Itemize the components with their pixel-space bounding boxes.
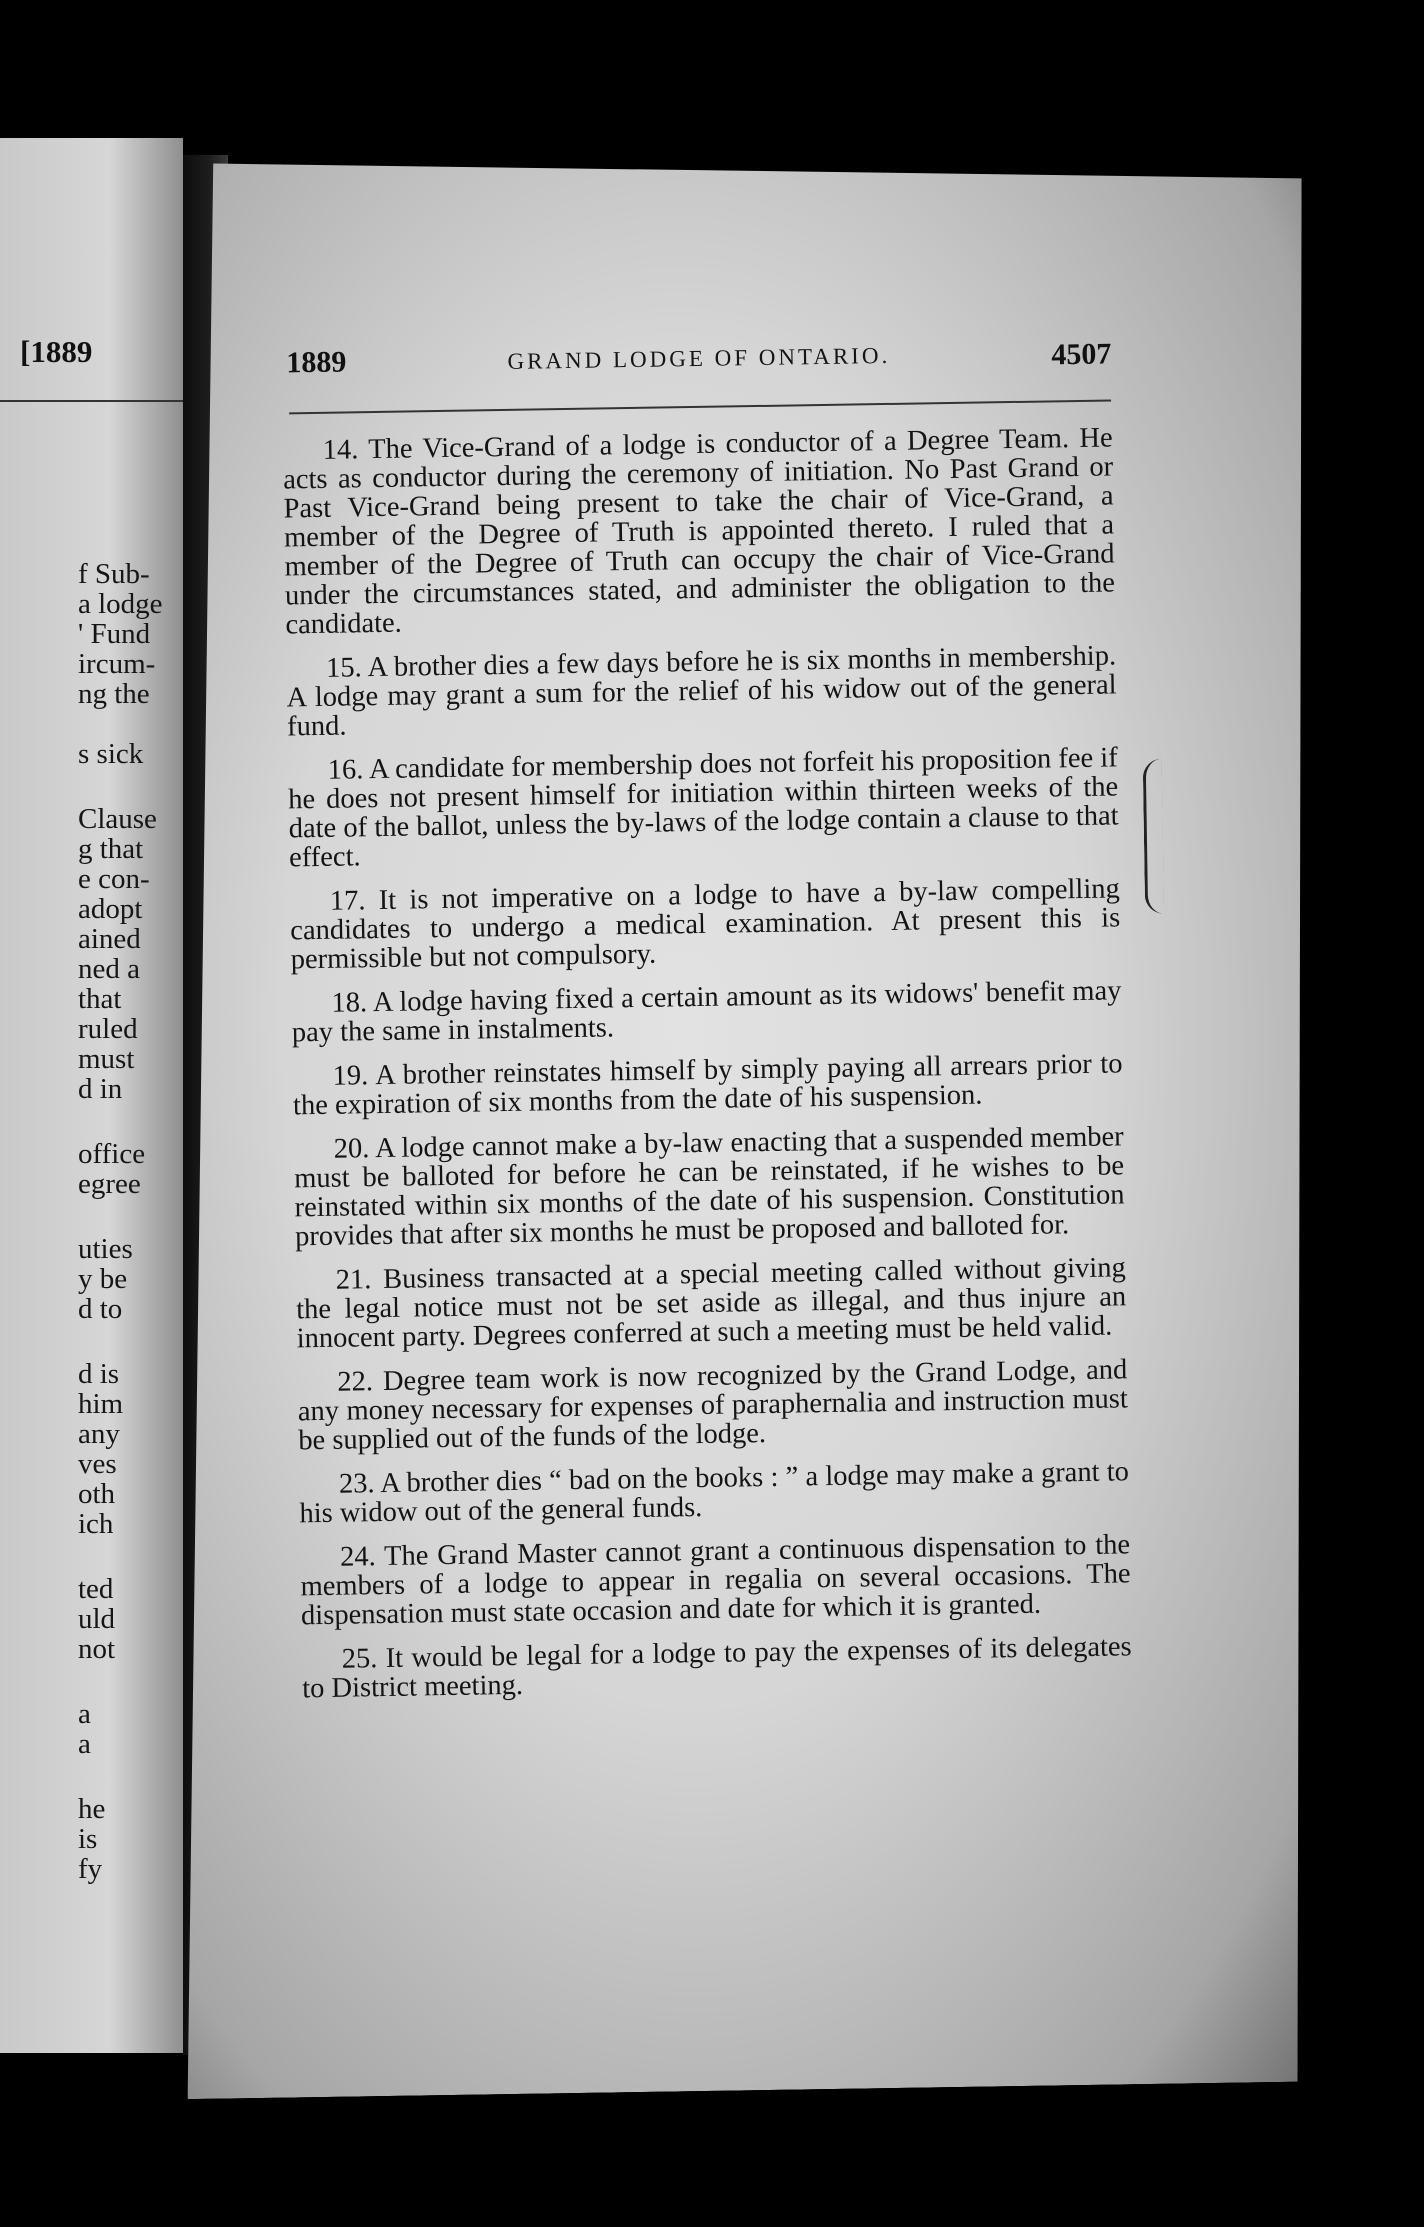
previous-page-line: oth xyxy=(78,1478,116,1510)
previous-page-line: e con- xyxy=(78,863,150,895)
previous-page-line: ng the xyxy=(78,678,150,710)
body-text xyxy=(283,423,1133,1718)
ruling-19: 19. A brother reinstates himself by simply paying all arrears prior to the expiration of six months from the date of his suspension. xyxy=(292,1048,1123,1122)
previous-page-line: uties xyxy=(78,1233,133,1265)
previous-page-line: d is xyxy=(78,1358,120,1390)
previous-page-line: not xyxy=(78,1633,116,1665)
previous-page-line: must xyxy=(78,1043,135,1075)
ruling-16: 16. A candidate for membership does not forfeit his proposition fee if he does not present himself for initiation within thirteen weeks of the date of the ballot, unless the by-laws of the lodge contain a clause to that effect. xyxy=(287,742,1119,874)
previous-page-line: a xyxy=(78,1728,91,1760)
previous-page-line: ained xyxy=(78,923,141,955)
previous-page-line: g that xyxy=(78,833,144,865)
previous-page-line: any xyxy=(78,1418,120,1450)
ruling-20: 20. A lodge cannot make a by-law enacting that a suspended member must be balloted for before he can be reinstated, if he wishes to be reinstated within six months of the date of his suspension. Constitution provides that after six months he must be proposed and balloted for. xyxy=(293,1121,1125,1253)
previous-page-line: a xyxy=(78,1698,91,1730)
page-number: 4507 xyxy=(1051,337,1112,372)
previous-page-line: a lodge xyxy=(78,588,163,620)
previous-page-line: ves xyxy=(78,1448,117,1480)
ruling-24: 24. The Grand Master cannot grant a continuous dispensation to the members of a lodge to appear in regalia on several occasions. The dispensation must state occasion and date for which it is granted. xyxy=(300,1529,1131,1632)
previous-page-line: y be xyxy=(78,1263,128,1295)
previous-page-line: that xyxy=(78,983,122,1015)
ruling-17: 17. It is not imperative on a lodge to have a by-law compelling candidates to undergo a medical examination. At present this is permissible but not compulsory. xyxy=(290,873,1121,976)
previous-page-line: he xyxy=(78,1793,106,1825)
previous-page-line: ned a xyxy=(78,953,140,985)
previous-page-line: office xyxy=(78,1138,146,1170)
previous-page-line: adopt xyxy=(78,893,143,925)
previous-page-line: ' Fund xyxy=(78,618,151,650)
ruling-23: 23. A brother dies “ bad on the books : ” a lodge may make a grant to his widow out of the general funds. xyxy=(299,1456,1130,1530)
ruling-18: 18. A lodge having fixed a certain amount as its widows' benefit may pay the same in instalments. xyxy=(291,975,1122,1049)
margin-bracket-mark xyxy=(1143,759,1164,914)
previous-page-line: ircum- xyxy=(78,648,156,680)
ruling-15: 15. A brother dies a few days before he is six months in membership. A lodge may grant a sum for the relief of his widow out of the general fund. xyxy=(286,640,1117,743)
previous-page-line: ich xyxy=(78,1508,114,1540)
ruling-22: 22. Degree team work is now recognized by the Grand Lodge, and any money necessary for expenses of paraphernalia and instruction must be supplied out of the funds of the lodge. xyxy=(297,1354,1128,1457)
previous-page-line: uld xyxy=(78,1603,116,1635)
previous-page-line: ruled xyxy=(78,1013,138,1045)
previous-page-line: him xyxy=(78,1388,124,1420)
previous-page-line: ted xyxy=(78,1573,114,1605)
previous-page-line: egree xyxy=(78,1168,141,1200)
previous-page-line: Clause xyxy=(78,803,157,835)
previous-page-line: d to xyxy=(78,1293,123,1325)
previous-page-line: f Sub- xyxy=(78,558,150,590)
header-title: GRAND LODGE OF ONTARIO. xyxy=(507,342,891,374)
previous-page-year: [1889 xyxy=(20,334,93,369)
previous-page-line: d in xyxy=(78,1073,123,1105)
ruling-25: 25. It would be legal for a lodge to pay the expenses of its delegates to District meeting. xyxy=(301,1631,1132,1705)
ruling-21: 21. Business transacted at a special meeting called without giving the legal notice must not be set aside as illegal, and thus injure an innocent party. Degrees conferred at such a meeting must be held valid. xyxy=(296,1252,1127,1355)
ruling-14: 14. The Vice-Grand of a lodge is conductor of a Degree Team. He acts as conductor during the ceremony of initiation. No Past Grand or Past Vice-Grand being present to take the chair of Vice-Grand, a member of the Degree of Truth is appointed thereto. I ruled that a member of the Degree of Truth can occupy the chair of Vice-Grand under the circumstances stated, and administer the obligation to the candidate. xyxy=(282,422,1116,641)
previous-page-line: is xyxy=(78,1823,98,1855)
previous-page-line: s sick xyxy=(78,738,144,770)
previous-page-line: fy xyxy=(78,1853,103,1885)
header-year: 1889 xyxy=(286,345,347,380)
